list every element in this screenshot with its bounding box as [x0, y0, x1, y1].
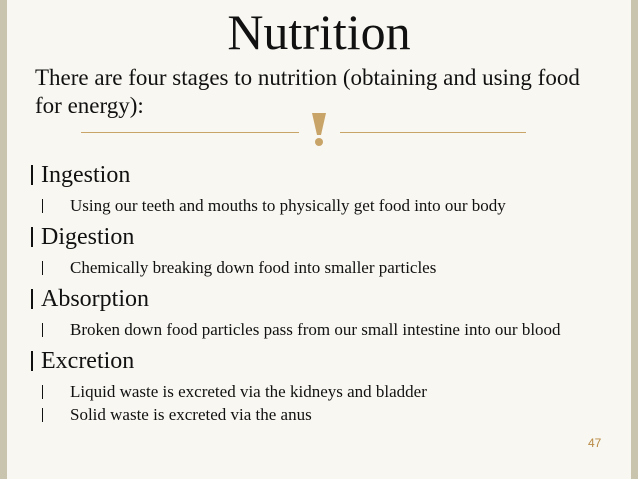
divider-right [340, 132, 526, 133]
sub-bullet-mark [42, 261, 43, 275]
sub-bullet-mark [42, 408, 43, 422]
stage-heading-label: Absorption [41, 286, 149, 312]
bullet-mark [31, 351, 33, 371]
stage-heading-absorption [31, 284, 611, 314]
stage-detail-text: Solid waste is excreted via the anus [70, 405, 312, 424]
slide-title: Nutrition [227, 4, 411, 60]
left-edge-band [0, 0, 7, 479]
bullet-mark [31, 165, 33, 185]
page-number: 47 [588, 436, 602, 450]
divider-left [81, 132, 299, 133]
stage-detail-text: Using our teeth and mouths to physically get food into our body [70, 196, 506, 215]
stage-heading-label: Excretion [41, 348, 135, 374]
stage-heading-ingestion [31, 160, 611, 190]
sub-bullet-mark [42, 323, 43, 337]
stage-heading-excretion [31, 346, 611, 376]
exclamation-ornament-icon [310, 111, 328, 147]
stage-detail [31, 257, 585, 278]
stage-detail [31, 195, 585, 216]
intro-text: There are four stages to nutrition (obtaining and using food for energy): [35, 65, 580, 118]
sub-bullet-mark [42, 385, 43, 399]
bullet-mark [31, 227, 33, 247]
stage-detail [31, 404, 585, 425]
stage-detail [31, 381, 585, 402]
sub-bullet-mark [42, 199, 43, 213]
stage-detail [31, 319, 585, 340]
stage-detail-text: Broken down food particles pass from our small intestine into our blood [70, 320, 561, 339]
right-edge-band [631, 0, 638, 479]
bullet-mark [31, 289, 33, 309]
stage-heading-label: Digestion [41, 224, 135, 250]
stage-detail-text: Liquid waste is excreted via the kidneys and bladder [70, 382, 427, 401]
stage-heading-digestion [31, 222, 611, 252]
stage-heading-label: Ingestion [41, 162, 131, 188]
stage-detail-text: Chemically breaking down food into smaller particles [70, 258, 437, 277]
stage-list [31, 160, 611, 431]
